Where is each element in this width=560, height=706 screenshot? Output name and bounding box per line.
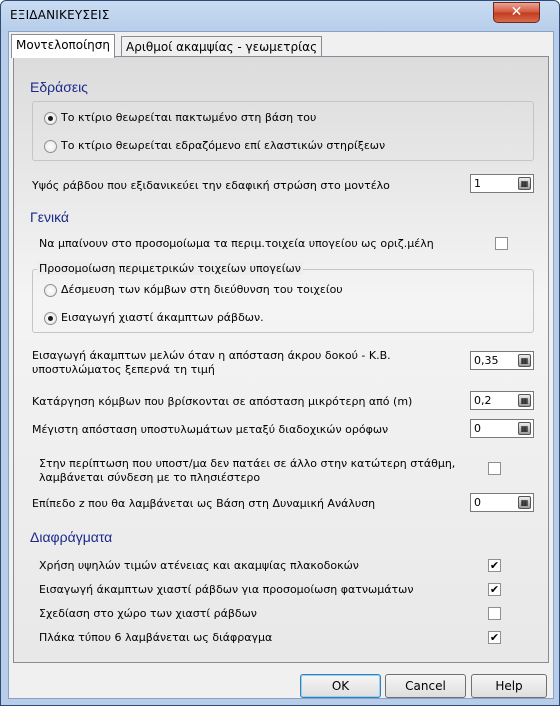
basement-walls-label: Να μπαίνουν στο προσομοίωμα τα περιμ.τοιχεία υπογείου ως οριζ.μέλη <box>39 237 434 250</box>
diaphragm-rigid-cross-checkbox[interactable]: ✔ <box>489 583 500 596</box>
rigid-members-label-1: Εισαγωγή άκαμπτων μελών όταν η απόσταση άκρου δοκού - Κ.Β. <box>32 349 391 362</box>
section-heading-diaphragms: Διαφράγματα <box>30 529 113 545</box>
max-column-distance-label: Μέγιστη απόσταση υποστυλωμάτων μεταξύ διαδοχικών ορόφων <box>32 423 389 436</box>
nearest-connect-label-2: λαμβάνεται σύνδεση με το πλησιέστερο <box>39 471 261 484</box>
spin-button-icon[interactable]: ▦ <box>518 422 531 435</box>
spin-button-icon[interactable]: ▦ <box>518 177 531 190</box>
node-merge-value[interactable]: 0,2 <box>474 394 492 407</box>
base-level-spinner[interactable] <box>470 493 534 512</box>
rod-height-label: Υψός ράβδου που εξιδανικεύει την εδαφική στρώση στο μοντέλο <box>32 179 390 192</box>
tab-stiffness-geometry[interactable]: Αριθμοί ακαμψίας - γεωμετρίας <box>121 36 322 57</box>
max-column-distance-value[interactable]: 0 <box>474 422 481 435</box>
section-heading-supports: Εδράσεις <box>30 79 88 95</box>
title-bar[interactable] <box>1 1 559 29</box>
radio-restrain-nodes[interactable] <box>44 284 57 297</box>
rod-height-spinner[interactable] <box>470 174 534 193</box>
rigid-members-value[interactable]: 0,35 <box>474 354 499 367</box>
radio-cross-rigid-rods-label[interactable]: Εισαγωγή χιαστί άκαμπτων ράβδων. <box>61 311 264 324</box>
diaphragm-draw-cross-checkbox[interactable] <box>488 607 501 620</box>
nearest-connect-checkbox[interactable] <box>488 462 501 475</box>
rigid-members-label-2: υποστυλώματος ξεπερνά τη τιμή <box>32 363 215 376</box>
spin-button-icon[interactable]: ▦ <box>518 394 531 407</box>
group-title: Προσομοίωση περιμετρικών τοιχείων υπογείων <box>39 262 301 275</box>
radio-fixed-base-label[interactable]: Το κτίριο θεωρείται πακτωμένο στη βάση του <box>61 111 317 124</box>
diaphragm-high-stiffness-checkbox[interactable]: ✔ <box>489 559 500 572</box>
help-button[interactable]: Help <box>471 674 547 698</box>
ok-button[interactable]: OK <box>300 674 381 698</box>
nearest-connect-label-1: Στην περίπτωση που υποστ/μα δεν πατάει σε άλλο στην κατώτερη στάθμη, <box>39 457 456 470</box>
diaphragm-item-label: Χρήση υψηλών τιμών ατένειας και ακαμψίας πλακοδοκών <box>39 559 359 572</box>
section-heading-general: Γενικά <box>30 209 69 225</box>
basement-walls-checkbox[interactable] <box>495 237 508 250</box>
node-merge-spinner[interactable] <box>470 391 534 410</box>
dialog-body <box>8 31 554 699</box>
radio-elastic-supports-label[interactable]: Το κτίριο θεωρείται εδραζόμενο επί ελαστικών στηρίξεων <box>61 139 386 152</box>
spin-button-icon[interactable]: ▦ <box>518 354 531 367</box>
window-title: ΕΞΙΔΑΝΙΚΕΥΣΕΙΣ <box>10 8 110 22</box>
rigid-members-spinner[interactable] <box>470 351 534 370</box>
diaphragm-item-label: Σχεδίαση στο χώρο των χιαστί ράβδων <box>39 607 257 620</box>
radio-fixed-base[interactable] <box>44 112 57 125</box>
cancel-button[interactable]: Cancel <box>385 674 466 698</box>
tab-panel-modeling <box>13 56 549 663</box>
radio-cross-rigid-rods[interactable] <box>44 312 57 325</box>
diaphragm-item-label: Εισαγωγή άκαμπτων χιαστί ράβδων για προσομοίωση φατνωμάτων <box>39 583 414 596</box>
tab-strip <box>9 32 553 57</box>
diaphragm-item-label: Πλάκα τύπου 6 λαμβάνεται ως διάφραγμα <box>39 631 273 644</box>
supports-group <box>32 101 534 161</box>
basement-walls-simulation-group <box>32 262 534 333</box>
rod-height-value[interactable]: 1 <box>474 177 481 190</box>
radio-restrain-nodes-label[interactable]: Δέσμευση των κόμβων στη διεύθυνση του τοιχείου <box>61 283 343 296</box>
spin-button-icon[interactable]: ▦ <box>518 496 531 509</box>
tab-modeling[interactable]: Μοντελοποίηση <box>11 34 115 58</box>
radio-elastic-supports[interactable] <box>44 140 57 153</box>
diaphragm-slab-type6-checkbox[interactable]: ✔ <box>489 631 500 644</box>
base-level-label: Επίπεδο z που θα λαμβάνεται ως Βάση στη Δυναμική Ανάλυση <box>32 497 376 510</box>
node-merge-label: Κατάργηση κόμβων που βρίσκονται σε απόσταση μικρότερη από (m) <box>32 395 413 408</box>
close-button[interactable]: ✕ <box>493 2 540 23</box>
max-column-distance-spinner[interactable] <box>470 419 534 438</box>
button-bar <box>9 664 553 698</box>
base-level-value[interactable]: 0 <box>474 496 481 509</box>
